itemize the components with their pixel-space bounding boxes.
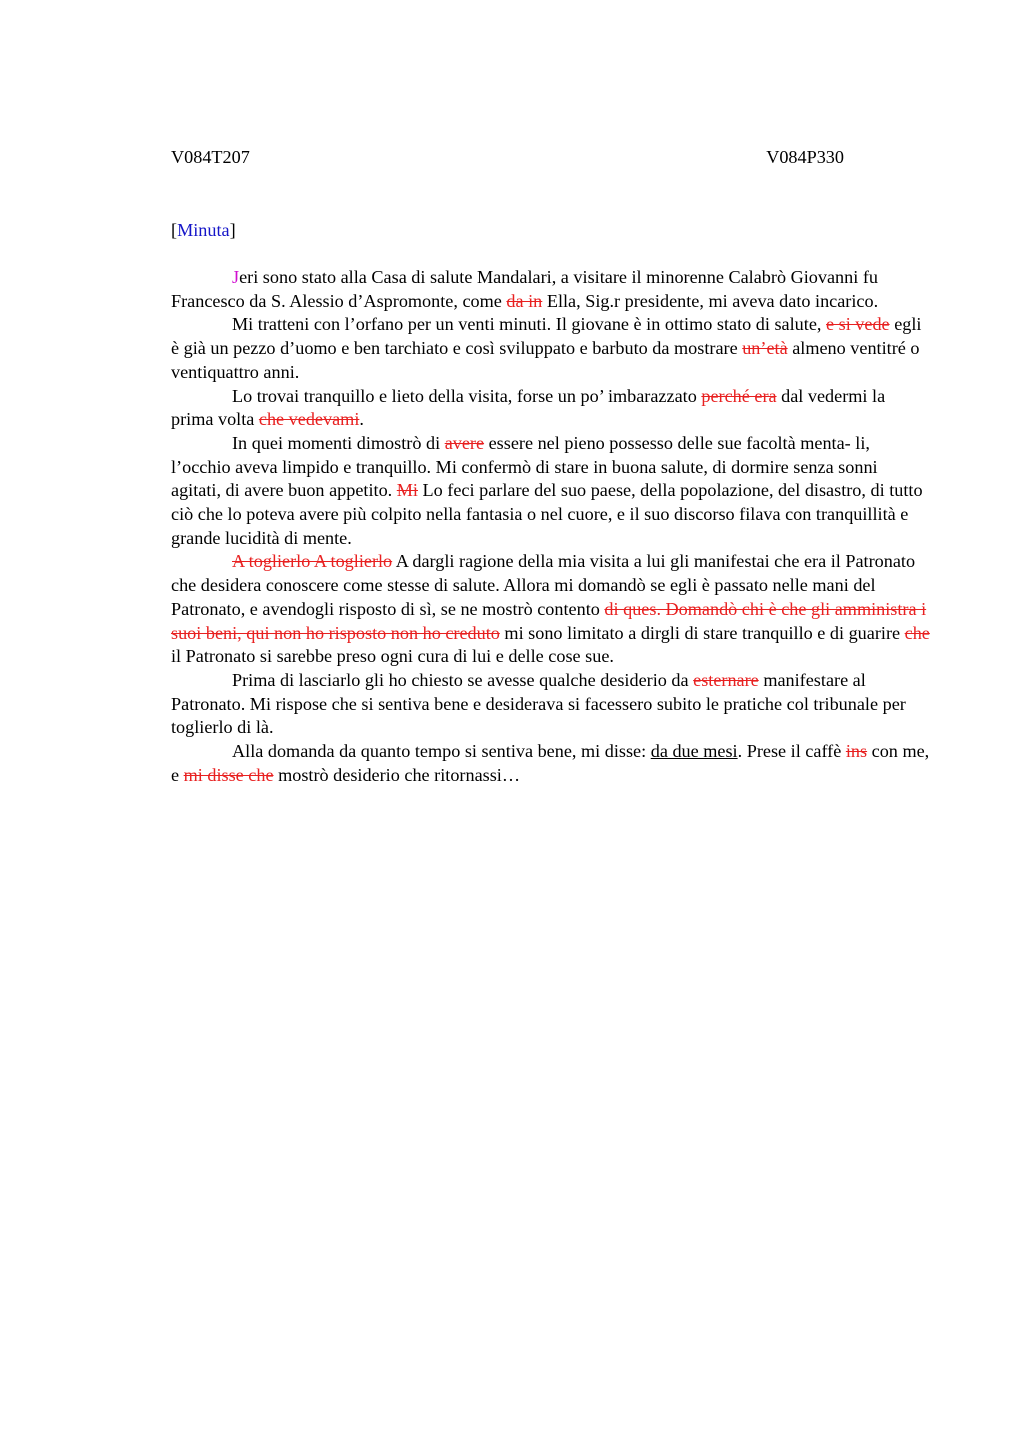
deleted-text: esternare <box>693 669 759 690</box>
deleted-text: che <box>904 622 930 643</box>
text-segment: manifestare al Patronato. Mi rispose che si sentiva bene e desiderava si facessero subito le pratiche col tribunale per toglierlo di là. <box>171 669 906 738</box>
text-segment: Ella, Sig.r presidente, mi aveva dato incarico. <box>542 290 879 311</box>
deleted-text: avere <box>444 432 485 453</box>
deleted-text: mi disse che <box>183 764 274 785</box>
text-segment: . Prese il caffè <box>737 741 846 762</box>
text-segment: Mi tratteni con l’orfano per un venti minuti. Il giovane è in ottimo stato di salute, <box>232 314 826 335</box>
text-segment: mi sono limitato a dirgli di stare tranquillo e di guarire <box>499 622 905 643</box>
text-segment: essere nel pieno possesso delle sue facoltà menta- li, l’occhio aveva limpido e tranquillo. Mi confermò di stare in buona salute, di dormire senza sonni agitati, di avere buon appetito. <box>171 432 878 501</box>
deleted-text: un’età <box>742 338 788 359</box>
text-segment: eri sono stato alla Casa di salute Mandalari, a visitare il minorenne Calabrò Giovanni fu Francesco da S. Alessio d’Aspromonte, come <box>171 267 878 311</box>
text-segment: In quei momenti dimostrò di <box>232 432 445 453</box>
deleted-text: che vedevami <box>258 409 360 430</box>
deleted-text: da in <box>506 290 543 311</box>
text-segment: . <box>359 409 364 430</box>
deleted-text: ins <box>845 741 868 762</box>
paragraph <box>171 313 931 384</box>
title-text: Minuta <box>177 220 230 240</box>
document-code-right: V084P330 <box>766 147 844 167</box>
document-title <box>171 219 931 243</box>
deleted-text: Mi <box>396 480 418 501</box>
text-segment: Lo trovai tranquillo e lieto della visita, forse un po’ imbarazzato <box>232 385 702 406</box>
paragraph <box>171 266 931 313</box>
deleted-text: di ques. Domandò chi è che gli amministra i suoi beni, qui non ho risposto non ho creduto <box>171 598 927 643</box>
deleted-text: e si vede <box>826 314 890 335</box>
title-close-bracket: ] <box>229 220 236 240</box>
paragraph <box>171 669 931 740</box>
text-segment: A dargli ragione della mia visita a lui gli manifestai che era il Patronato che desidera conoscere come stesse di salute. Allora mi domandò se egli è passato nelle mani del Patronato, e avendogli risposto di sì, se ne mostrò contento <box>171 551 916 619</box>
text-segment: Lo feci parlare del suo paese, della popolazione, del disastro, di tutto ciò che lo poteva avere più colpito nella fantasia o nel cuore, e il suo discorso filava con tranquillità e grande lucidità di mente. <box>171 480 923 548</box>
text-segment: Prima di lasciarlo gli ho chiesto se avesse qualche desiderio da <box>232 669 694 690</box>
deleted-text: A toglierlo A toglierlo <box>232 551 393 572</box>
text-segment: egli è già un pezzo d’uomo e ben tarchiato e così sviluppato e barbuto da mostrare <box>171 314 922 359</box>
document-page <box>171 146 931 787</box>
paragraph <box>171 432 931 551</box>
text-segment: mostrò desiderio che ritornassi… <box>273 764 521 785</box>
paragraph <box>171 550 931 669</box>
header-row <box>171 146 844 170</box>
document-body <box>171 266 931 787</box>
title-open-bracket: [ <box>171 220 178 240</box>
initial-letter: J <box>232 267 240 287</box>
text-segment: Alla domanda da quanto tempo si sentiva bene, mi disse: <box>232 741 651 762</box>
text-segment: con me, e <box>171 741 930 785</box>
paragraph <box>171 740 931 787</box>
paragraph <box>171 385 931 432</box>
document-code-left: V084T207 <box>171 147 250 167</box>
underlined-text: da due mesi <box>650 741 738 762</box>
text-segment: il Patronato si sarebbe preso ogni cura di lui e delle cose sue. <box>171 646 614 667</box>
deleted-text: perché era <box>701 385 777 406</box>
text-segment: dal vedermi la prima volta <box>171 385 886 430</box>
text-segment: almeno ventitré o ventiquattro anni. <box>171 338 920 382</box>
